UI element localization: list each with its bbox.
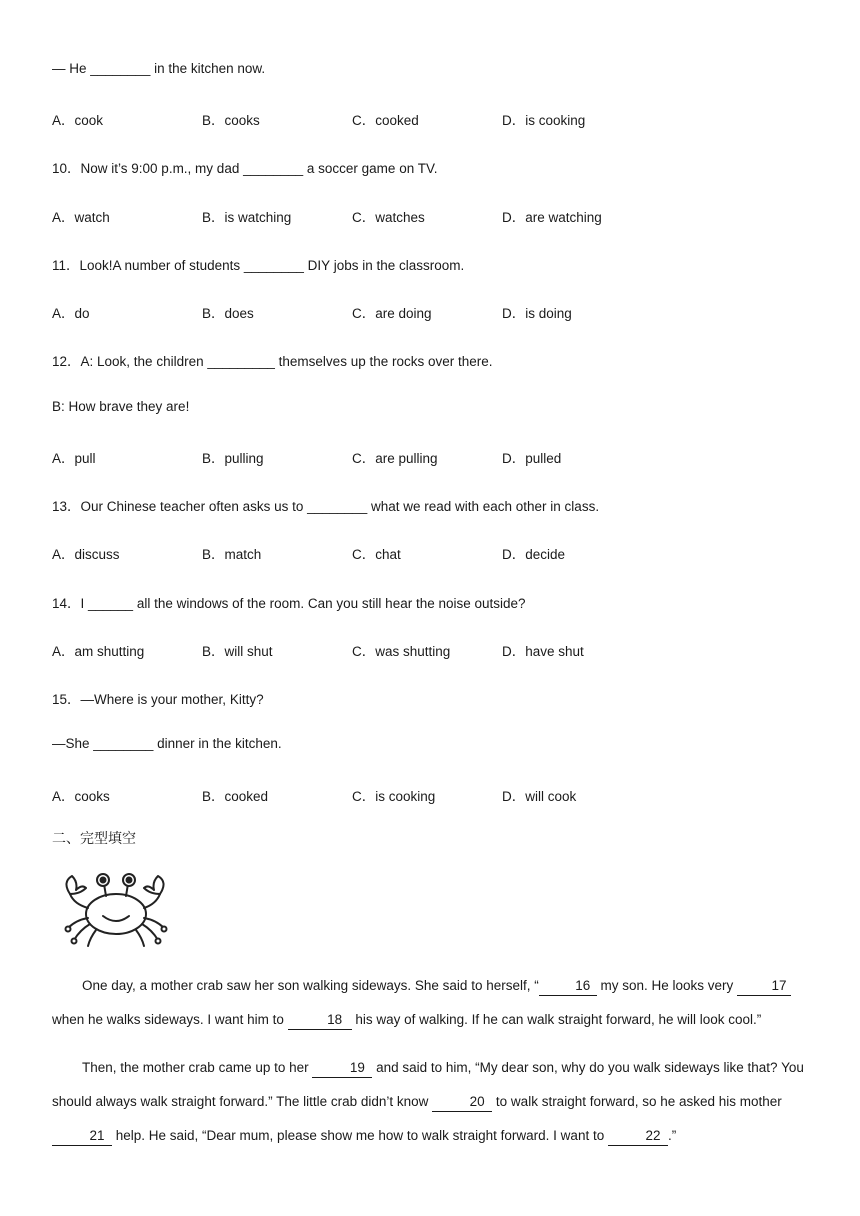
question-10-stem: 10．Now it’s 9:00 p.m., my dad ________ a soccer game on TV.: [52, 161, 438, 176]
passage-text: help. He said, “Dear mum, please show me how to walk straight forward. I want to: [112, 1128, 608, 1143]
question-9-stem: — He ________ in the kitchen now.: [52, 61, 266, 76]
option-b: B．cooked: [202, 789, 269, 804]
option-c: C．was shutting: [352, 644, 451, 659]
passage-paragraph-2: [52, 1051, 812, 1153]
question-13-stem: 13．Our Chinese teacher often asks us to ________ what we read with each other in class.: [52, 499, 600, 514]
option-b: B．match: [202, 547, 262, 562]
question-14-options: [52, 640, 672, 660]
option-d: D．will cook: [502, 789, 577, 804]
option-c: C．is cooking: [352, 789, 436, 804]
section-heading: 二、完型填空: [52, 831, 136, 847]
question-11-options: [52, 302, 672, 322]
blank-22: 22: [608, 1127, 668, 1146]
blank-16: 16: [539, 977, 597, 996]
option-d: D．decide: [502, 547, 566, 562]
question-10-options: [52, 206, 672, 226]
passage-text: .”: [667, 1128, 677, 1143]
option-c: C．cooked: [352, 113, 419, 128]
question-13-options: [52, 543, 672, 563]
passage-text: to walk straight forward, so he asked his mother: [492, 1094, 782, 1109]
passage-text: when he walks sideways. I want him to: [52, 1012, 288, 1027]
passage-text: his way of walking. If he can walk straight forward, he will look cool.”: [351, 1012, 762, 1027]
option-a: A．pull: [52, 451, 96, 466]
option-a: A．cooks: [52, 789, 110, 804]
option-a: A．do: [52, 306, 90, 321]
question-12-stem: 12．A: Look, the children _________ themselves up the rocks over there.: [52, 354, 493, 369]
blank-18: 18: [288, 1011, 352, 1030]
option-d: D．pulled: [502, 451, 562, 466]
crab-illustration: [56, 868, 174, 948]
option-d: D．are watching: [502, 210, 602, 225]
blank-21: 21: [52, 1127, 112, 1146]
option-b: B．will shut: [202, 644, 273, 659]
passage-text: my son. He looks very: [596, 978, 738, 993]
option-c: C．chat: [352, 547, 401, 562]
passage-paragraph-1: [52, 969, 812, 1037]
passage-text: Then, the mother crab came up to her: [82, 1060, 313, 1075]
option-c: C．are pulling: [352, 451, 438, 466]
question-15-stem: 15．—Where is your mother, Kitty?: [52, 692, 264, 707]
option-a: A．cook: [52, 113, 104, 128]
blank-17: 17: [737, 977, 791, 996]
option-a: A．am shutting: [52, 644, 145, 659]
option-a: A．watch: [52, 210, 110, 225]
option-c: C．watches: [352, 210, 425, 225]
option-d: D．is cooking: [502, 113, 586, 128]
question-9-options: [52, 109, 672, 129]
option-d: D．is doing: [502, 306, 572, 321]
option-b: B．does: [202, 306, 254, 321]
option-c: C．are doing: [352, 306, 432, 321]
option-d: D．have shut: [502, 644, 584, 659]
passage-text: One day, a mother crab saw her son walking sideways. She said to herself, “: [82, 978, 539, 993]
passage-text: and said to him, “My dear son, why do you walk sideways like that? You should always walk straight forward.” The little crab didn’t know: [52, 1060, 804, 1109]
question-15-options: [52, 785, 672, 805]
option-b: B．pulling: [202, 451, 264, 466]
option-b: B．is watching: [202, 210, 292, 225]
blank-20: 20: [432, 1093, 492, 1112]
option-b: B．cooks: [202, 113, 260, 128]
question-11-stem: 11．Look!A number of students ________ DIY jobs in the classroom.: [52, 258, 465, 273]
question-12-options: [52, 447, 672, 467]
blank-19: 19: [312, 1059, 372, 1078]
question-14-stem: 14．I ______ all the windows of the room. Can you still hear the noise outside?: [52, 596, 526, 611]
question-15-stem-line2: —She ________ dinner in the kitchen.: [52, 736, 282, 751]
question-12-stem-line2: B: How brave they are!: [52, 399, 190, 414]
option-a: A．discuss: [52, 547, 120, 562]
